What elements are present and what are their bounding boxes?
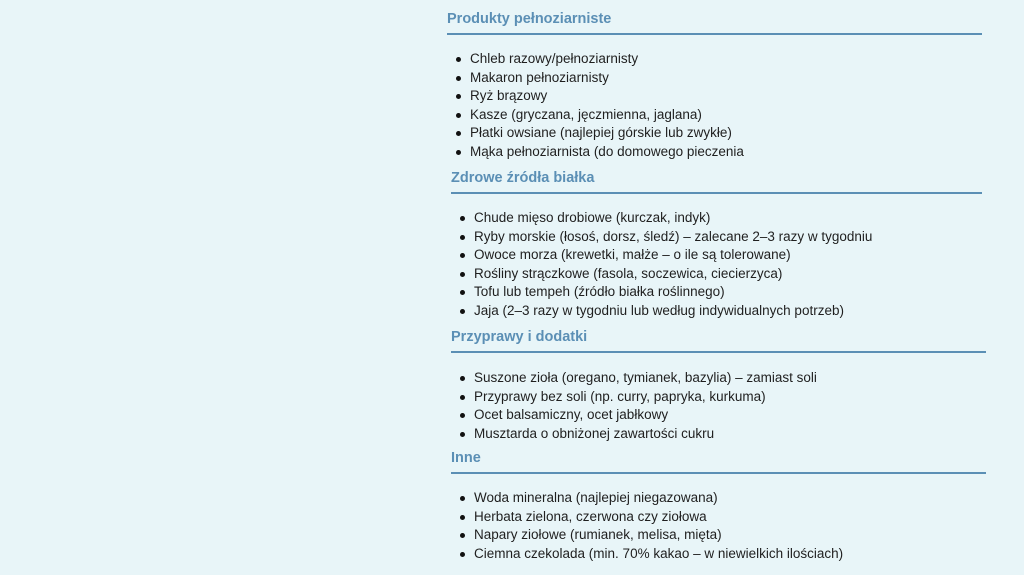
section-title: Przyprawy i dodatki xyxy=(451,329,588,345)
section-title: Zdrowe źródła białka xyxy=(451,170,595,186)
list-item: Herbata zielona, czerwona czy ziołowa xyxy=(451,508,986,527)
section-spices-additions xyxy=(451,328,986,443)
section-protein-sources xyxy=(451,169,982,321)
section-divider xyxy=(451,192,982,194)
list-item: Ryż brązowy xyxy=(447,87,982,106)
section-title: Produkty pełnoziarniste xyxy=(447,11,612,27)
list-item: Rośliny strączkowe (fasola, soczewica, ciecierzyca) xyxy=(451,265,982,284)
item-list xyxy=(451,369,986,443)
item-list xyxy=(451,209,982,321)
list-item: Makaron pełnoziarnisty xyxy=(447,69,982,88)
list-item: Chude mięso drobiowe (kurczak, indyk) xyxy=(451,209,982,228)
section-whole-grains xyxy=(447,10,982,162)
list-item: Płatki owsiane (najlepiej górskie lub zwykłe) xyxy=(447,124,982,143)
list-item: Woda mineralna (najlepiej niegazowana) xyxy=(451,489,986,508)
list-item: Przyprawy bez soli (np. curry, papryka, kurkuma) xyxy=(451,388,986,407)
section-divider xyxy=(447,33,982,35)
list-item: Suszone zioła (oregano, tymianek, bazylia) – zamiast soli xyxy=(451,369,986,388)
section-other xyxy=(451,449,986,563)
list-item: Napary ziołowe (rumianek, melisa, mięta) xyxy=(451,526,986,545)
list-item: Mąka pełnoziarnista (do domowego pieczenia xyxy=(447,143,982,162)
section-divider xyxy=(451,472,986,474)
section-divider xyxy=(451,351,986,353)
section-title: Inne xyxy=(451,450,481,466)
list-item: Ciemna czekolada (min. 70% kakao – w niewielkich ilościach) xyxy=(451,545,986,564)
list-item: Ocet balsamiczny, ocet jabłkowy xyxy=(451,406,986,425)
list-item: Ryby morskie (łosoś, dorsz, śledź) – zalecane 2–3 razy w tygodniu xyxy=(451,228,982,247)
list-item: Tofu lub tempeh (źródło białka roślinnego) xyxy=(451,283,982,302)
list-item: Kasze (gryczana, jęczmienna, jaglana) xyxy=(447,106,982,125)
item-list xyxy=(447,50,982,162)
item-list xyxy=(451,489,986,563)
list-item: Chleb razowy/pełnoziarnisty xyxy=(447,50,982,69)
list-item: Musztarda o obniżonej zawartości cukru xyxy=(451,425,986,444)
list-item: Jaja (2–3 razy w tygodniu lub według indywidualnych potrzeb) xyxy=(451,302,982,321)
list-item: Owoce morza (krewetki, małże – o ile są tolerowane) xyxy=(451,246,982,265)
